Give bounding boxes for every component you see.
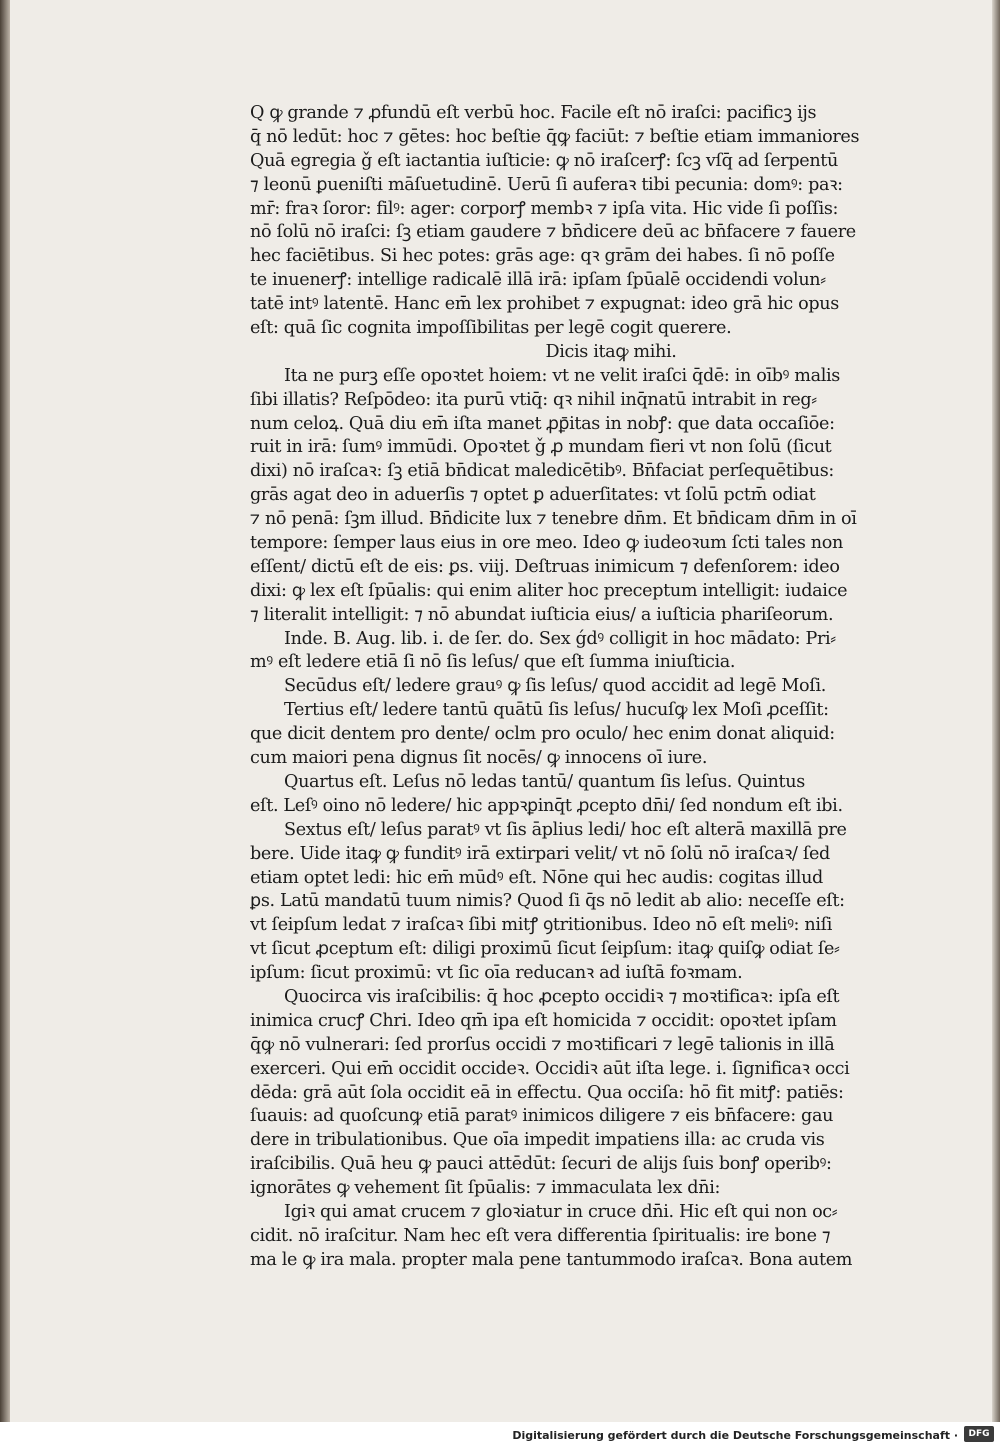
- text-line: te inuenerꝭ: intellige radicalē illā irā: ipſam ſpūalē occidendi volun⸗: [250, 270, 826, 291]
- text-line: Quā egregia ǧ eſt iactantia iuſticie: ꝙ nō iraſcerꝭ: ſcꝫ vſq̄ ad ſerpentū: [250, 150, 838, 171]
- text-line: iraſcibilis. Quā heu ꝙ pauci attēdūt: ſecuri de alijs ſuis bonꝭ operibꝰ:: [250, 1154, 832, 1175]
- text-line: ⁊ leonū ꝑueniſti māſuetudinē. Uerū ſi auferaꝛ tibi pecunia: domꝰ: paꝛ:: [250, 174, 843, 195]
- text-line: ma le ꝙ ira mala. propter mala pene tantummodo iraſcaꝛ. Bona autem: [250, 1249, 853, 1270]
- dfg-logo: DFG: [964, 1426, 994, 1442]
- text-line: dixi) nō iraſcaꝛ: ſꝫ etiā bn̄dicat maledicētibꝰ. Bn̄faciat perſequētibus:: [250, 461, 834, 482]
- text-line: Quocirca vis iraſcibilis: q̄ hoc ꝓcepto occidiꝛ ⁊ moꝛtificaꝛ: ipſa eſt: [284, 986, 840, 1007]
- text-line: vt ſeipſum ledat ⁊ iraſcaꝛ ſibi mitꝭ ꝯtritionibus. Ideo nō eſt meliꝰ: niſi: [250, 915, 833, 936]
- text-line: ⁊ literalit̄ intelligit: ⁊ nō abundat iuſticia eius/ a iuſticia phariſeorum.: [250, 604, 834, 625]
- text-line: dēda: grā aūt ſola occidit eā in effectu. Qua occiſa: hō fit mitꝭ: patiēs:: [250, 1082, 844, 1103]
- text-line: nō ſolū nō iraſci: ſꝫ etiam gaudere ⁊ bn̄dicere deū ac bn̄facere ⁊ fauere: [250, 222, 856, 243]
- text-line: dixi: ꝙ lex eſt ſpūalis: qui enim aliter hoc preceptum intelligit: iudaice: [250, 580, 848, 601]
- text-line: bere. Uide itaꝙ ꝙ funditꝰ irā extirpari velit/ vt nō ſolū nō iraſcaꝛ/ ſed: [250, 843, 830, 864]
- text-line: ⁊ nō penā: ſꝫm illud. Bn̄dicite lux ⁊ tenebre dn̄m. Et bn̄dicam dn̄m in oī: [250, 509, 857, 530]
- text-line: q̄ nō ledūt: hoc ⁊ gētes: hoc beſtie q̄ꝙ faciūt: ⁊ beſtie etiam immaniores: [250, 126, 860, 147]
- text-line: hec faciētibus. Si hec potes: grās age: qꝛ grām dei habes. ſi nō poſſe: [250, 246, 835, 267]
- text-line: ꝑs. Latū mandatū tuum nimis? Quod ſi q̄s nō ledit ab alio: neceſſe eſt:: [250, 891, 845, 912]
- text-line: ruit in irā: ſumꝰ immūdi. Opoꝛtet ǧ ꝓ mundam fieri vt non ſolū (ſicut: [250, 437, 832, 458]
- text-line: Sextus eſt/ leſus paratꝰ vt ſis āplius ledi/ hoc eſt alterā maxillā pre: [284, 819, 847, 840]
- funding-notice: Digitalisierung gefördert durch die Deutsche Forschungsgemeinschaft ·: [512, 1429, 958, 1442]
- text-line: eſt: quā ſic cognita impoſſibilitas per legē cogit querere.: [250, 318, 732, 339]
- text-line: vt ſicut ꝓceptum eſt: diligi proximū ſicut ſeipſum: itaꝙ quiſꝙ odiat ſe⸗: [250, 939, 840, 960]
- text-line: Q ꝙ grande ⁊ ꝓfundū eſt verbū hoc. Facile eſt nō iraſci: pacificꝫ ijs: [250, 103, 817, 123]
- text-line: mꝰ eſt ledere etiā ſi nō ſis leſus/ que eſt ſumma iniuſticia.: [250, 652, 736, 673]
- text-line: mr̄: fraꝛ ſoror: filꝰ: ager: corporꝭ membꝛ ⁊ ipſa vita. Hic vide ſi poſſis:: [250, 198, 839, 219]
- text-line: Inde. B. Aug. lib. i. de ſer. do. Sex ǵdꝰ colligit in hoc mādato: Pri⸗: [284, 628, 836, 649]
- text-line: cidit. nō iraſcitur. Nam hec eſt vera differentia ſpiritualis: ire bone ⁊: [250, 1225, 831, 1246]
- text-line: que dicit dentem pro dente/ ocl̄m pro oculo/ hec enim donat aliquid:: [250, 724, 835, 745]
- text-line: ignorātes ꝙ vehement̄ ſit ſpūalis: ⁊ immaculata lex dn̄i:: [250, 1178, 721, 1199]
- text-line: exerceri. Qui em̄ occidit occideꝛ. Occidiꝛ aūt iſta lege. i. ſignificaꝛ occi: [250, 1058, 850, 1079]
- text-line: inimica crucꝭ Chri. Ideo qm̄ ipa eſt homicida ⁊ occidit: opoꝛtet ipſam: [250, 1010, 837, 1031]
- text-line: tempore: ſemper laus eius in ore meo. Ideo ꝙ iudeoꝛum ſcti tales non: [250, 533, 843, 554]
- book-gutter-edge: [0, 0, 10, 1422]
- text-line: eſt. Leſꝰ oino nō ledere/ hic appꝛꝑinq̄t ꝓcepto dn̄i/ ſed nondum eſt ibi.: [250, 795, 843, 816]
- text-line: num celoꝝ. Quā diu em̄ iſta manet ꝓꝑ̄itas in nobꝭ: que data occaſiōe:: [250, 413, 835, 434]
- text-column: [250, 102, 972, 1273]
- text-line: Quartus eſt. Leſus nō ledas tantū/ quantum ſis leſus. Quintus: [284, 771, 805, 792]
- text-line: Ita ne purꝫ eſſe opoꝛtet hoiem: vt ne velit iraſci q̄dē: in oībꝰ malis: [284, 365, 840, 386]
- page-right-edge: [992, 0, 1000, 1422]
- text-line: etiam optet ledi: hic em̄ mūdꝰ eſt. Nōne qui hec audis: cogitas illud: [250, 867, 823, 888]
- text-line: dere in tribulationibus. Que oīa impedit impatiens illa: ac cruda vis: [250, 1130, 825, 1151]
- text-line: ſibi illatis? Reſpōdeo: ita purū vtiq̄: qꝛ nihil inq̄natū intrabit in reg⸗: [250, 389, 817, 410]
- text-line: cum maiori pena dignus ſit nocēs/ ꝙ innocens oī iure.: [250, 748, 708, 769]
- text-line: q̄ꝙ nō vulnerari: ſed prorſus occidi ⁊ moꝛtificari ⁊ legē talionis in illā: [250, 1034, 835, 1055]
- text-line: ipſum: ſicut proximū: vt ſic oīa reducanꝛ ad iuſtā foꝛmam.: [250, 963, 743, 984]
- footer-bar: [0, 1422, 1000, 1448]
- text-line: grās agat deo in aduerſis ⁊ optet ꝑ aduerſitates: vt ſolū pctm̄ odiat: [250, 485, 816, 506]
- text-line: Tertius eſt/ ledere tantū quātū ſis leſus/ hucuſꝙ lex Moſi ꝓceſſit:: [284, 700, 829, 721]
- text-line: Igiꝛ qui amat crucem ⁊ gloꝛiatur in cruce dn̄i. Hic eſt qui non oc⸗: [284, 1201, 838, 1222]
- text-line: eſſent/ dictū eſt de eis: ꝑs. viij. Deſtruas inimicum ⁊ defenſorem: ideo: [250, 556, 840, 577]
- text-line: ſuauis: ad quoſcunꝙ etiā paratꝰ inimicos diligere ⁊ eis bn̄facere: gau: [250, 1106, 834, 1127]
- text-line: tatē intꝰ latentē. Hanc em̄ lex prohibet ⁊ expugnat: ideo grā hic opus: [250, 294, 839, 315]
- section-heading: Dicis itaꝙ mihi.: [545, 341, 677, 362]
- text-line: Secūdus eſt/ ledere grauꝰ ꝙ ſis leſus/ quod accidit ad legē Moſi.: [284, 676, 826, 697]
